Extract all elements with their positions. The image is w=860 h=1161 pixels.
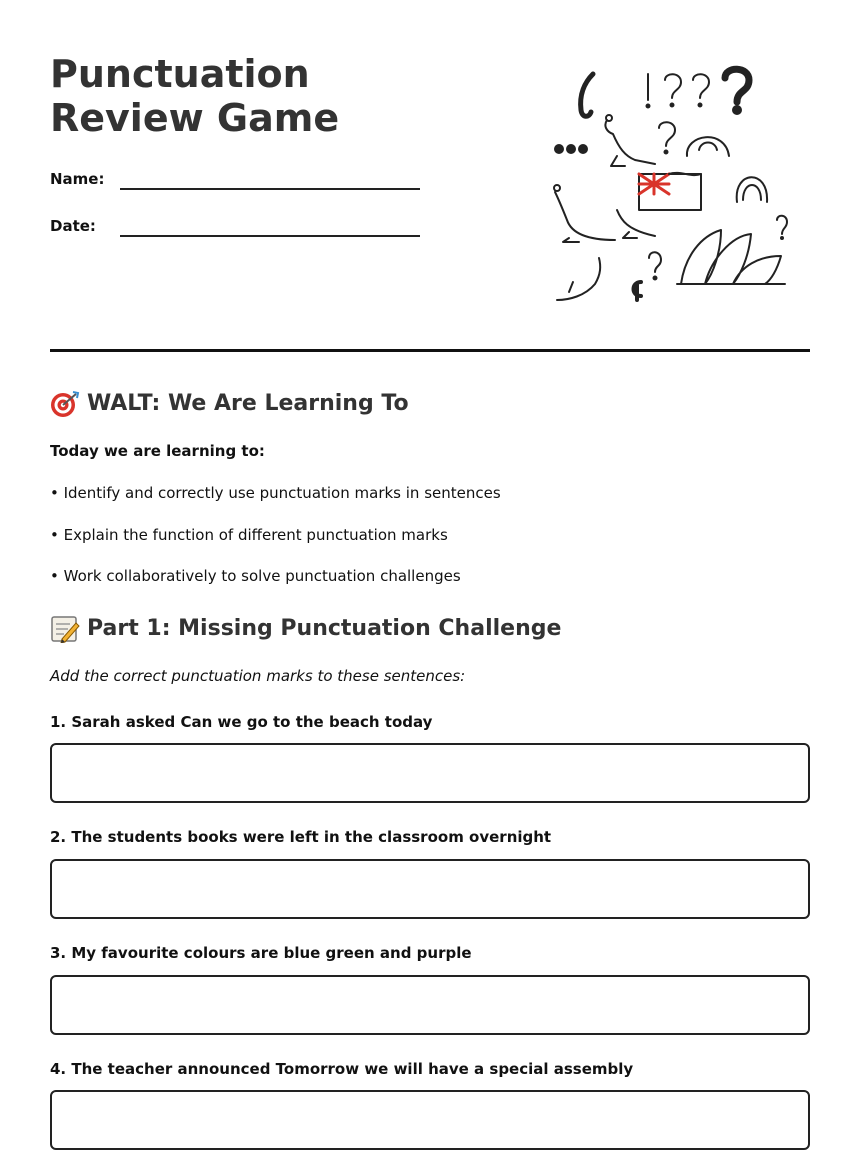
walt-heading-text: WALT: We Are Learning To: [87, 391, 409, 416]
answer-box-1[interactable]: [50, 743, 810, 803]
part1-heading-text: Part 1: Missing Punctuation Challenge: [87, 616, 562, 641]
part1-instruction: Add the correct punctuation marks to these sentences:: [50, 667, 466, 685]
question-1: 1. Sarah asked Can we go to the beach today: [50, 713, 433, 731]
page-title: Punctuation Review Game: [50, 52, 340, 140]
walt-item-2: • Explain the function of different punctuation marks: [50, 526, 448, 544]
walt-intro: Today we are learning to:: [50, 442, 265, 460]
header-divider: [50, 349, 810, 352]
memo-icon: [50, 615, 80, 643]
question-3: 3. My favourite colours are blue green and purple: [50, 944, 472, 962]
question-4: 4. The teacher announced Tomorrow we will have a special assembly: [50, 1060, 634, 1078]
walt-item-1: • Identify and correctly use punctuation marks in sentences: [50, 484, 501, 502]
answer-box-3[interactable]: [50, 975, 810, 1035]
answer-box-2[interactable]: [50, 859, 810, 919]
walt-heading: [50, 390, 409, 418]
part1-heading: [50, 615, 561, 643]
date-field[interactable]: [50, 207, 420, 237]
question-2: 2. The students books were left in the classroom overnight: [50, 828, 552, 846]
date-line[interactable]: [120, 235, 420, 237]
name-line[interactable]: [120, 188, 420, 190]
answer-box-4[interactable]: [50, 1090, 810, 1150]
walt-item-3: • Work collaboratively to solve punctuation challenges: [50, 567, 461, 585]
punctuation-illustration: [545, 60, 795, 310]
name-label: Name:: [50, 170, 105, 188]
target-icon: [50, 390, 80, 418]
name-field[interactable]: [50, 160, 420, 190]
date-label: Date:: [50, 217, 96, 235]
